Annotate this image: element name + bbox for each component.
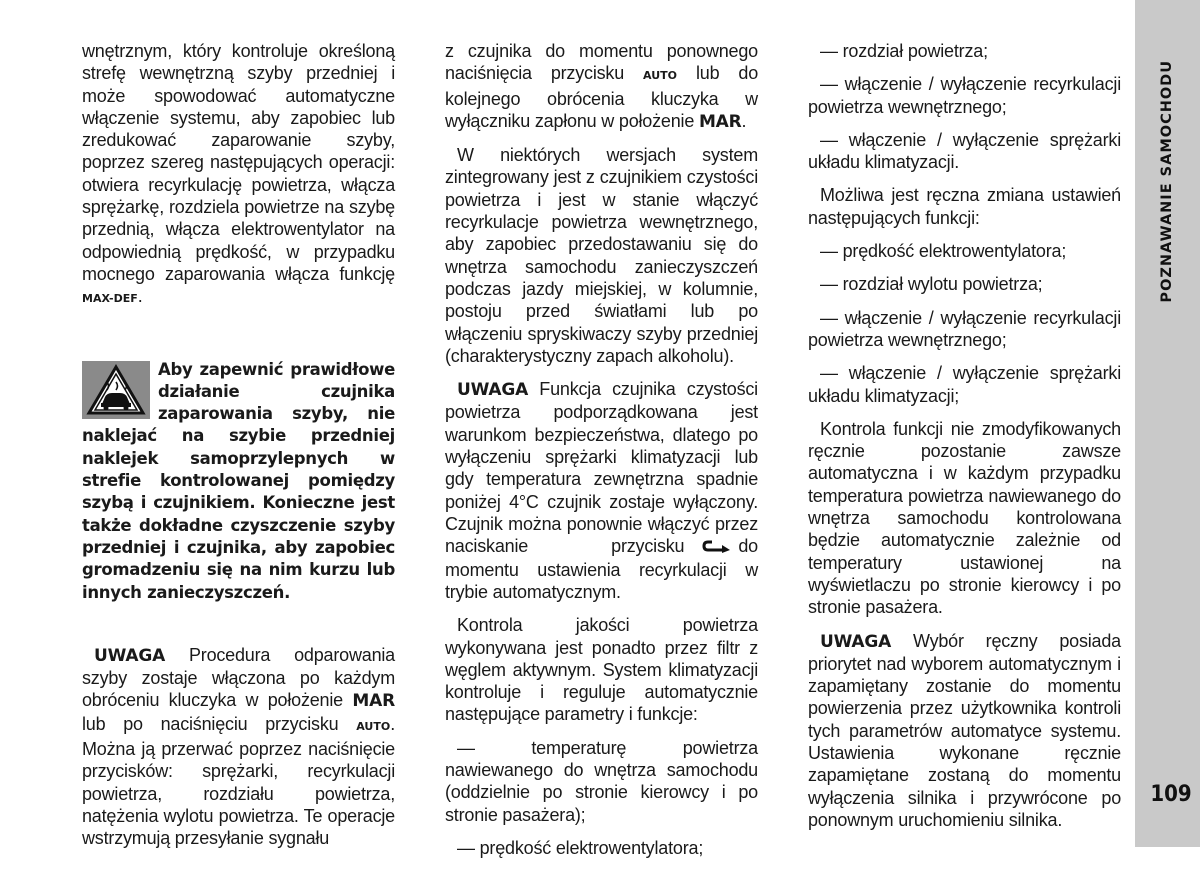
recirculation-arrow-icon: [690, 536, 732, 558]
car-windshield-warning-icon: [82, 361, 150, 419]
col3-list-item-3: — włączenie / wyłączenie sprężarki układu klimatyzacji.: [808, 129, 1121, 173]
column-2: [445, 40, 758, 870]
col3-list-item-8: — włączenie / wyłączenie sprężarki układu klimatyzacji;: [808, 363, 1121, 406]
col3-note: UWAGA Wybór ręczny posiada priorytet nad wyborem automatycznym i zapamiętany zostanie do momentu powierzenia przez użytkownika kontroli tych parametrów automatyce systemu. Ustawienia wykonane ręcznie zapamiętane zostaną do momentu wyłączenia silnika i przywrócone po ponownym uruchomieniu silnika.: [808, 630, 1121, 830]
col3-list-item-5: — prędkość elektrowentylatora;: [820, 241, 1067, 262]
warning-text: Aby zapewnić prawidłowe działanie czujnika zaparowania szyby, nie naklejać na szybie przedniej naklejek samoprzylepnych w strefie kontrolowanej pomiędzy szybą i czujnikiem. Konieczne jest także dokładne czyszczenie szyby przedniej i czujnika, aby zapobiec gromadzeniu się na nim kurzu lub innych zanieczyszczeń.: [82, 359, 395, 602]
column-1: [82, 40, 395, 861]
page-number: 109: [1150, 782, 1192, 807]
auto-button-label: AUTO: [356, 719, 391, 733]
col3-list-item-7: — włączenie / wyłączenie recyrkulacji powietrza wewnętrznego;: [808, 307, 1121, 350]
uwaga-label: UWAGA: [94, 645, 166, 666]
col3-paragraph-9: Kontrola funkcji nie zmodyfikowanych ręcznie pozostanie zawsze automatyczna i w każdym przypadku temperatura powietrza nawiewanego do wnętrza samochodu kontrolowana będzie automatycznie zależnie od temperatury ustawionej na wyświetlaczu po stronie kierowcy i po stronie pasażera.: [808, 418, 1121, 618]
col2-paragraph-1: z czujnika do momentu ponownego naciśnięcia przycisku AUTO lub do kolejnego obrócenia kluczyka w wyłączniku zapłonu w położenie MAR.: [445, 41, 758, 132]
warning-box: [82, 359, 395, 604]
col1-note: UWAGA Procedura odparowania szyby zostaje włączona po każdym obróceniu kluczyka w położenie MAR lub po naciśnięciu przycisku AUTO. Można ją przerwać poprzez naciśnięcie przycisków: sprężarki, recyrkulacji powietrza, rozdziału powietrza, natężenia wylotu powietrza. Te operacje wstrzymują przesyłanie sygnału: [82, 644, 395, 849]
uwaga-label: UWAGA: [820, 631, 892, 652]
col2-paragraph-2: W niektórych wersjach system zintegrowany jest z czujnikiem czystości powietrza i jest w stanie włączyć recyrkulacje powietrza wewnętrznego, aby zapobiec przedostawaniu się do wnętrza samochodu zanieczyszczeń podczas jazdy miejskiej, w kolumnie, postoju przed światłami lub po włączeniu spryskiwaczy szyby przedniej (charakterystyczny zapach alkoholu).: [445, 145, 758, 366]
col1-paragraph-1: wnętrznym, który kontroluje określoną strefę wewnętrzną szyby przedniej i może spowodować automatyczne włączenie systemu, aby zapobiec lub zredukować zaparowanie szyby, poprzez szereg następujących operacji: otwiera recyrkulację powietrza, włącza sprężarkę, rozdziela powietrze na szybę przednią, włącza elektrowentylator na odpowiednią prędkość, w przypadku mocnego zaparowania włącza funkcję MAX-DEF.: [82, 41, 395, 307]
column-3: [808, 40, 1121, 842]
col2-note: UWAGA Funkcja czujnika czystości powietrza podporządkowana jest warunkom bezpieczeństwa, dlatego po wyłączeniu sprężarki klimatyzacji lub gdy temperatura zewnętrzna spadnie poniżej 4°C czujnik zostaje wyłączony. Czujnik można ponownie włączyć przez naciskanie przycisku do momentu ustawienia recyrkulacji w trybie automatycznym.: [445, 379, 758, 602]
section-title: POZNAWANIE SAMOCHODU: [1159, 59, 1175, 303]
col3-paragraph-4: Możliwa jest ręczna zmiana ustawień następujących funkcji:: [808, 185, 1121, 228]
max-def-button-label: MAX-DEF: [82, 292, 138, 306]
col3-list-item-2: — włączenie / wyłączenie recyrkulacji powietrza wewnętrznego;: [808, 74, 1121, 117]
col3-list-item-6: — rozdział wylotu powietrza;: [820, 274, 1043, 295]
col3-list-item-1: — rozdział powietrza;: [820, 41, 988, 61]
col2-list-item-1: — temperaturę powietrza nawiewanego do wnętrza samochodu (oddzielnie po stronie kierowcy i po stronie pasażera);: [445, 737, 758, 825]
uwaga-label: UWAGA: [457, 380, 529, 401]
mar-label: MAR: [352, 691, 395, 712]
col2-paragraph-4: Kontrola jakości powietrza wykonywana jest ponadto przez filtr z węglem aktywnym. System klimatyzacji kontroluje i reguluje automatycznie następujące parametry i funkcje:: [445, 615, 758, 725]
col2-list-item-2: — prędkość elektrowentylatora;: [457, 837, 704, 858]
auto-button-label: AUTO: [643, 69, 677, 83]
section-sidebar: [1135, 0, 1200, 847]
mar-label: MAR: [698, 111, 742, 132]
